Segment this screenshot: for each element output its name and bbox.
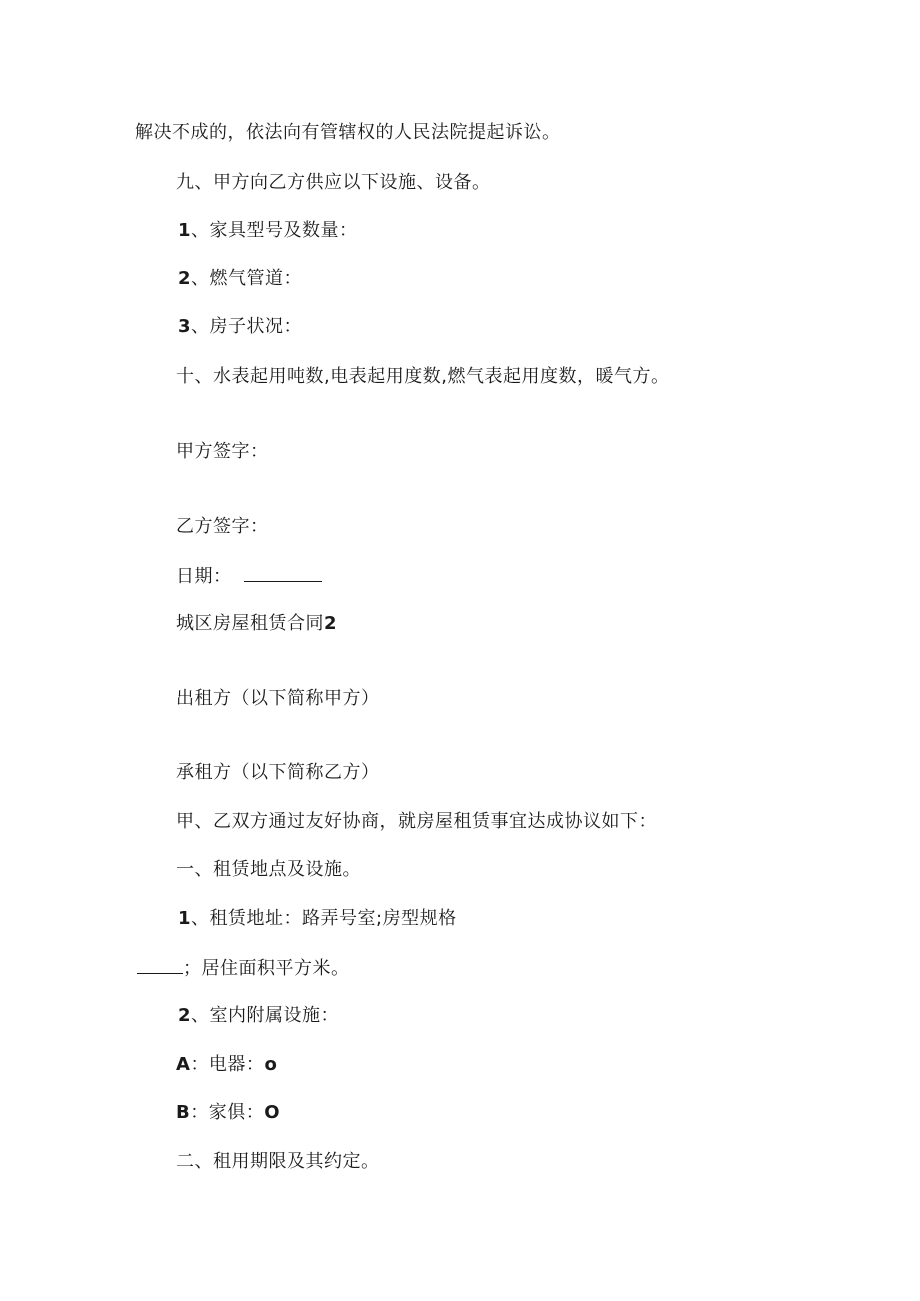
item-furniture-b [176,1101,280,1125]
text: 、房子状况： [191,316,303,337]
party-a-signature [176,440,269,464]
text: 、燃气管道： [191,268,303,289]
text: 解决不成的，依法向有管辖权的人民法院提起诉讼。 [135,122,561,143]
text: 城区房屋租赁合同 [176,613,324,634]
text: 一、租赁地点及设施。 [176,859,361,880]
text: 承租方（以下简称乙方） [176,762,380,783]
text: 、家具型号及数量： [191,220,358,241]
text: 出租方（以下简称甲方） [176,688,380,709]
lessee-line [176,761,380,785]
date-line [176,564,322,589]
item-furniture [178,219,358,243]
text: 十、水表起用吨数,电表起用度数,燃气表起用度数，暖气方。 [176,366,670,387]
text: 二、租用期限及其约定。 [176,1151,380,1172]
item-gas-pipe [178,267,302,291]
text: 甲方签字： [176,441,269,462]
text: 、室内附属设施： [191,1005,340,1026]
item-attached-facilities [178,1004,339,1028]
item-letter: B [176,1102,191,1123]
item-number: 1 [178,908,192,929]
heading-section-9 [176,171,491,195]
date-label: 日期： [176,566,232,587]
text-line-lawsuit [135,121,561,145]
text: 九、甲方向乙方供应以下设施、设备。 [176,172,491,193]
lessor-line [176,687,380,711]
text: ：电器： [190,1054,265,1075]
item-number: 1 [178,220,192,241]
text: 乙方签字： [176,516,269,537]
item-value: O [264,1102,281,1123]
blank-underline [137,956,183,974]
item-number: 2 [178,268,192,289]
date-blank [244,564,322,582]
item-appliances [176,1053,277,1077]
text: ：家俱： [190,1102,265,1123]
agreement-intro [176,810,657,834]
heading-section-10 [176,365,669,389]
text: ；居住面积平方米。 [183,958,350,979]
living-area-line [137,956,350,981]
contract-title-2 [176,612,337,636]
item-rental-address [178,907,457,931]
item-number: 2 [178,1005,192,1026]
item-number: 3 [178,316,192,337]
heading-section-1 [176,858,361,882]
party-b-signature [176,515,269,539]
item-letter: A [176,1054,191,1075]
title-number: 2 [324,613,338,634]
text: 甲、乙双方通过友好协商，就房屋租赁事宜达成协议如下： [176,811,657,832]
text: 、租赁地址：路弄号室;房型规格 [191,908,457,929]
heading-section-2 [176,1150,380,1174]
item-house-condition [178,315,302,339]
item-value: o [264,1054,278,1075]
